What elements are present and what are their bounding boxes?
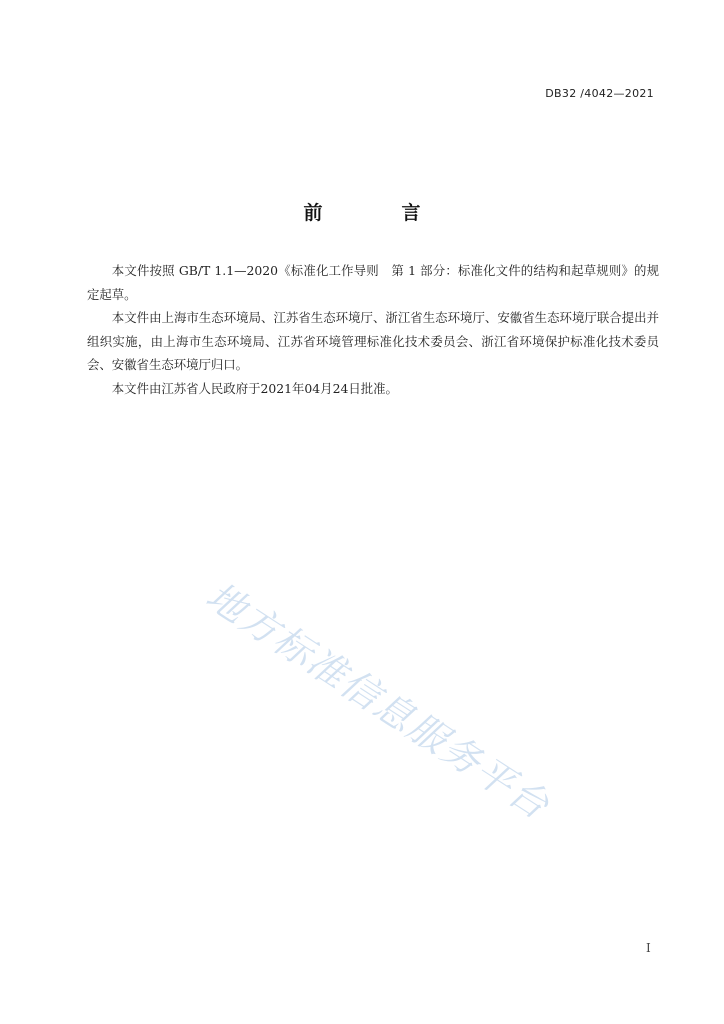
- preface-paragraph-2: 本文件由上海市生态环境局、江苏省生态环境厅、浙江省生态环境厅、安徽省生态环境厅联合提出并组织实施，由上海市生态环境局、江苏省环境管理标准化技术委员会、浙江省环境保护标准化技术委员会、安徽省生态环境厅归口。: [87, 310, 659, 372]
- page-number: I: [646, 941, 651, 955]
- document-code: DB32 /4042—2021: [545, 87, 654, 100]
- watermark: 地方标准信息服务平台: [198, 573, 558, 829]
- preface-paragraph-1: 本文件按照 GB/T 1.1—2020《标准化工作导则 第 1 部分：标准化文件的结构和起草规则》的规定起草。: [87, 263, 659, 302]
- preface-paragraph-3: 本文件由江苏省人民政府于2021年04月24日批准。: [111, 380, 398, 396]
- preface-body: [87, 259, 659, 400]
- page-title: 前 言: [303, 202, 451, 224]
